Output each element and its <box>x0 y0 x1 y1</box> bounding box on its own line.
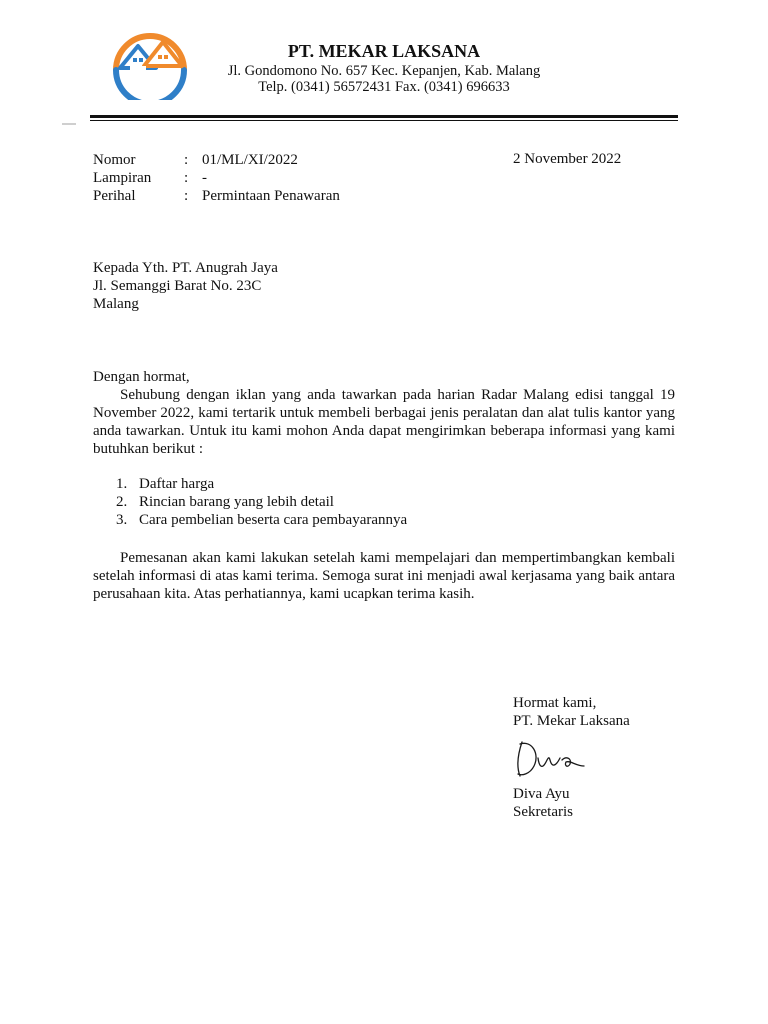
closing-company: PT. Mekar Laksana <box>513 713 630 729</box>
recipient-line-2: Jl. Semanggi Barat No. 23C <box>93 278 262 294</box>
greeting: Dengan hormat, <box>93 369 190 385</box>
meta-label-nomor: Nomor <box>93 152 136 168</box>
letterhead-divider-thick <box>90 115 678 118</box>
list-item-number: 3. <box>116 512 128 528</box>
company-address: Jl. Gondomono No. 657 Kec. Kepanjen, Kab. Malang <box>227 63 541 79</box>
recipient-line-1: Kepada Yth. PT. Anugrah Jaya <box>93 260 278 276</box>
signer-name: Diva Ayu <box>513 786 570 802</box>
meta-value-lampiran: - <box>202 170 207 186</box>
meta-colon: : <box>184 170 189 186</box>
company-phone-fax: Telp. (0341) 56572431 Fax. (0341) 696633 <box>258 79 510 95</box>
scan-artifact <box>62 123 76 125</box>
list-item-number: 2. <box>116 494 128 510</box>
meta-label-perihal: Perihal <box>93 188 136 204</box>
company-name: PT. MEKAR LAKSANA <box>287 41 481 61</box>
company-logo-icon <box>108 26 192 100</box>
meta-value-nomor: 01/ML/XI/2022 <box>202 152 298 168</box>
list-item-number: 1. <box>116 476 128 492</box>
body-paragraph-1: Sehubung dengan iklan yang anda tawarkan pada harian Radar Malang edisi tanggal 19 November 2022, kami tertarik untuk membeli berbagai jenis peralatan dan alat tulis kantor yang anda tawarkan. Untuk itu kami mohon Anda dapat mengirimkan beberapa informasi yang kami butuhkan berikut : <box>93 387 675 457</box>
recipient-line-3: Malang <box>93 296 139 312</box>
signer-title: Sekretaris <box>513 804 573 820</box>
meta-colon: : <box>184 152 189 168</box>
list-item-text: Cara pembelian beserta cara pembayarannya <box>139 512 408 528</box>
body-paragraph-2: Pemesanan akan kami lakukan setelah kami mempelajari dan mempertimbangkan kembali setelah informasi di atas kami terima. Semoga surat ini menjadi awal kerjasama yang baik antara perusahaan kita. Atas perhatiannya, kami ucapkan terima kasih. <box>93 550 675 602</box>
handwritten-signature-icon <box>512 736 588 780</box>
list-item-text: Daftar harga <box>139 476 215 492</box>
letter-date: 2 November 2022 <box>513 151 622 167</box>
closing-salutation: Hormat kami, <box>513 695 597 711</box>
list-item-text: Rincian barang yang lebih detail <box>139 494 334 510</box>
meta-colon: : <box>184 188 189 204</box>
meta-label-lampiran: Lampiran <box>93 170 152 186</box>
letterhead-divider-thin <box>90 120 678 121</box>
meta-value-perihal: Permintaan Penawaran <box>202 188 340 204</box>
